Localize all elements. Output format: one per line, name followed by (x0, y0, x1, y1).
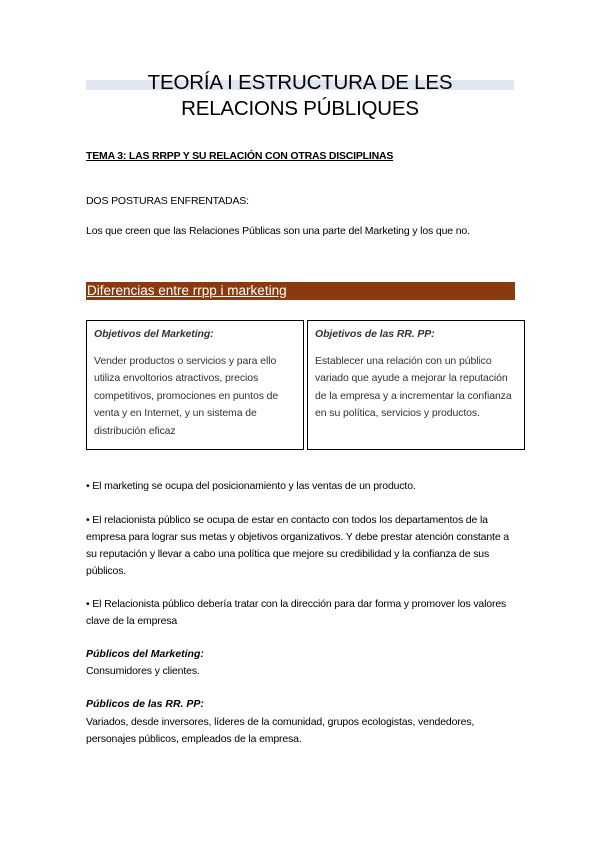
title-line-2: RELACIONS PÚBLIQUES (181, 97, 419, 120)
bullet-relacionista: • El relacionista público se ocupa de estar en contacto con todos los departamentos de la empresa para lograr sus metas y objetivos organizativos. Y debe prestar atención constante a su reputación y llevar a cabo una política que mejore su credibilidad y la confianza de sus públicos. (86, 514, 509, 577)
intro-heading: DOS POSTURAS ENFRENTADAS: (86, 195, 249, 207)
bullet-marketing: • El marketing se ocupa del posicionamiento y las ventas de un producto. (86, 480, 416, 492)
marketing-publics-heading: Públicos del Marketing: (86, 648, 204, 660)
section-band-label: Diferencias entre rrpp i marketing (87, 283, 287, 298)
title-line-1: TEORÍA I ESTRUCTURA DE LES (147, 71, 453, 94)
rrpp-objectives-text: Establecer una relación con un público variado que ayude a mejorar la reputación de la empresa y a incrementar la confianza en su política, servicios y productos. (315, 354, 512, 419)
topic-heading: TEMA 3: LAS RRPP Y SU RELACIÓN CON OTRAS DISCIPLINAS (86, 150, 394, 162)
bullet-direccion: • El Relacionista público debería tratar con la dirección para dar forma y promover los valores clave de la empresa (86, 598, 507, 627)
section-band (86, 282, 515, 300)
document-title (86, 70, 514, 122)
marketing-publics-text: Consumidores y clientes. (86, 665, 200, 677)
rrpp-publics-heading: Públicos de las RR. PP: (86, 698, 204, 710)
marketing-objectives-box (86, 320, 304, 450)
rrpp-objectives-box (307, 320, 525, 450)
rrpp-publics-text: Variados, desde inversores, líderes de la comunidad, grupos ecologistas, vendedores, personajes públicos, empleados de la empresa. (86, 716, 475, 745)
rrpp-objectives-heading: Objetivos de las RR. PP: (315, 328, 435, 340)
intro-text: Los que creen que las Relaciones Públicas son una parte del Marketing y los que no. (86, 225, 470, 237)
marketing-objectives-text: Vender productos o servicios y para ello utiliza envoltorios atractivos, precios competitivos, promociones en puntos de venta y en Internet, y un sistema de distribución eficaz (94, 354, 279, 437)
marketing-objectives-heading: Objetivos del Marketing: (94, 328, 214, 340)
